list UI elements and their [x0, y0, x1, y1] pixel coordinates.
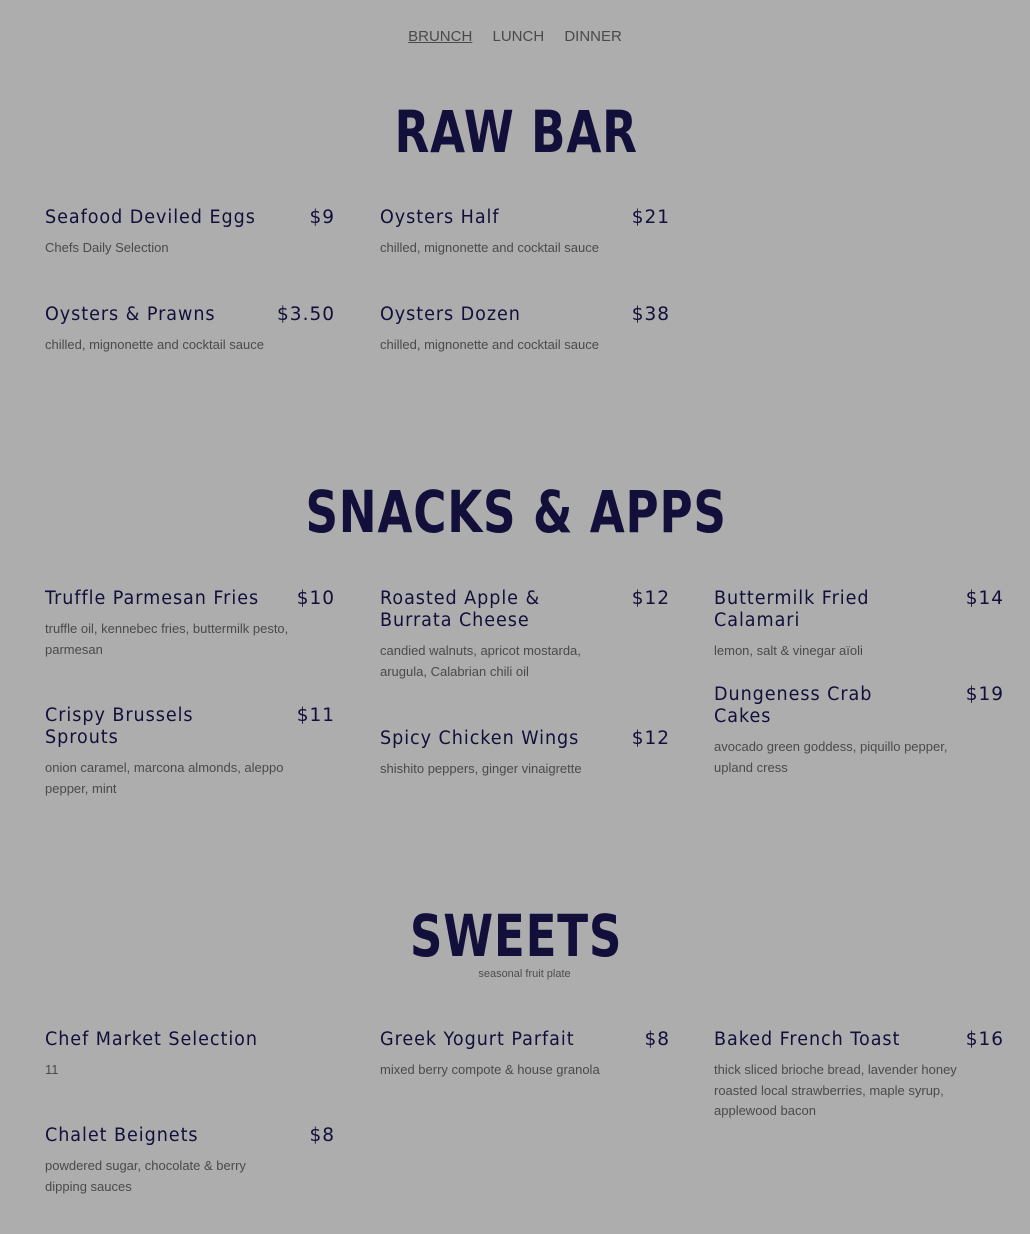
menu-item [45, 207, 335, 259]
item-name: Buttermilk Fried Calamari [714, 588, 870, 631]
menu-item [45, 1029, 335, 1081]
item-price: $21 [631, 207, 670, 228]
item-price: $19 [965, 684, 1004, 705]
tab-brunch[interactable]: BRUNCH [408, 28, 473, 45]
item-description: thick sliced brioche bread, lavender honey roasted local strawberries, maple syrup, applewood bacon [714, 1062, 957, 1118]
item-price: $9 [309, 207, 335, 228]
menu-item [380, 304, 670, 356]
item-price: $8 [644, 1029, 670, 1050]
menu-item [714, 588, 1004, 662]
menu-item [45, 705, 335, 799]
item-description: truffle oil, kennebec fries, buttermilk pesto, parmesan [45, 621, 289, 657]
item-description: shishito peppers, ginger vinaigrette [380, 761, 582, 776]
item-price: $11 [296, 705, 335, 726]
item-price: $12 [631, 728, 670, 749]
item-description: lemon, salt & vinegar aïoli [714, 643, 863, 658]
section-subtitle-sweets: seasonal fruit plate [478, 968, 571, 980]
item-description: avocado green goddess, piquillo pepper, upland cress [714, 739, 948, 775]
menu-item [714, 684, 1004, 778]
item-name: Dungeness Crab Cakes [714, 684, 873, 727]
item-description: chilled, mignonette and cocktail sauce [45, 337, 264, 352]
item-name: Seafood Deviled Eggs [45, 207, 256, 228]
item-name: Roasted Apple & Burrata Cheese [380, 588, 541, 631]
item-description: 11 [45, 1062, 59, 1077]
item-price: $3.50 [277, 304, 335, 325]
item-name: Truffle Parmesan Fries [45, 588, 260, 609]
item-name: Spicy Chicken Wings [380, 728, 580, 749]
menu-item [380, 1029, 670, 1081]
menu-item [45, 1125, 335, 1197]
menu-item [45, 304, 335, 356]
menu-item [380, 588, 670, 682]
item-description: mixed berry compote & house granola [380, 1062, 600, 1077]
item-price: $8 [309, 1125, 335, 1146]
item-price: $14 [965, 588, 1004, 609]
item-name: Oysters Half [380, 207, 500, 228]
menu-item [380, 728, 670, 780]
section-title-sweets: SWEETS [409, 902, 623, 970]
item-description: onion caramel, marcona almonds, aleppo pepper, mint [45, 760, 284, 796]
item-price: $16 [965, 1029, 1004, 1050]
tab-lunch[interactable]: LUNCH [492, 28, 545, 45]
item-description: chilled, mignonette and cocktail sauce [380, 240, 599, 255]
item-description: powdered sugar, chocolate & berry dipping sauces [45, 1158, 246, 1194]
tab-dinner[interactable]: DINNER [564, 28, 622, 45]
section-title-snacks-apps: SNACKS & APPS [305, 478, 727, 546]
item-price: $10 [296, 588, 335, 609]
section-title-raw-bar: RAW BAR [394, 98, 638, 166]
item-description: candied walnuts, apricot mostarda, arugula, Calabrian chili oil [380, 643, 581, 679]
item-name: Greek Yogurt Parfait [380, 1029, 575, 1050]
menu-item [380, 207, 670, 259]
item-name: Baked French Toast [714, 1029, 901, 1050]
item-name: Chalet Beignets [45, 1125, 199, 1146]
menu-tabs [0, 28, 1030, 45]
item-name: Oysters Dozen [380, 304, 521, 325]
item-price: $12 [631, 588, 670, 609]
item-name: Chef Market Selection [45, 1029, 258, 1050]
item-name: Crispy Brussels Sprouts [45, 705, 194, 748]
item-description: Chefs Daily Selection [45, 240, 169, 255]
menu-item [714, 1029, 1004, 1122]
menu-item [45, 588, 335, 660]
item-name: Oysters & Prawns [45, 304, 216, 325]
item-price: $38 [631, 304, 670, 325]
item-description: chilled, mignonette and cocktail sauce [380, 337, 599, 352]
